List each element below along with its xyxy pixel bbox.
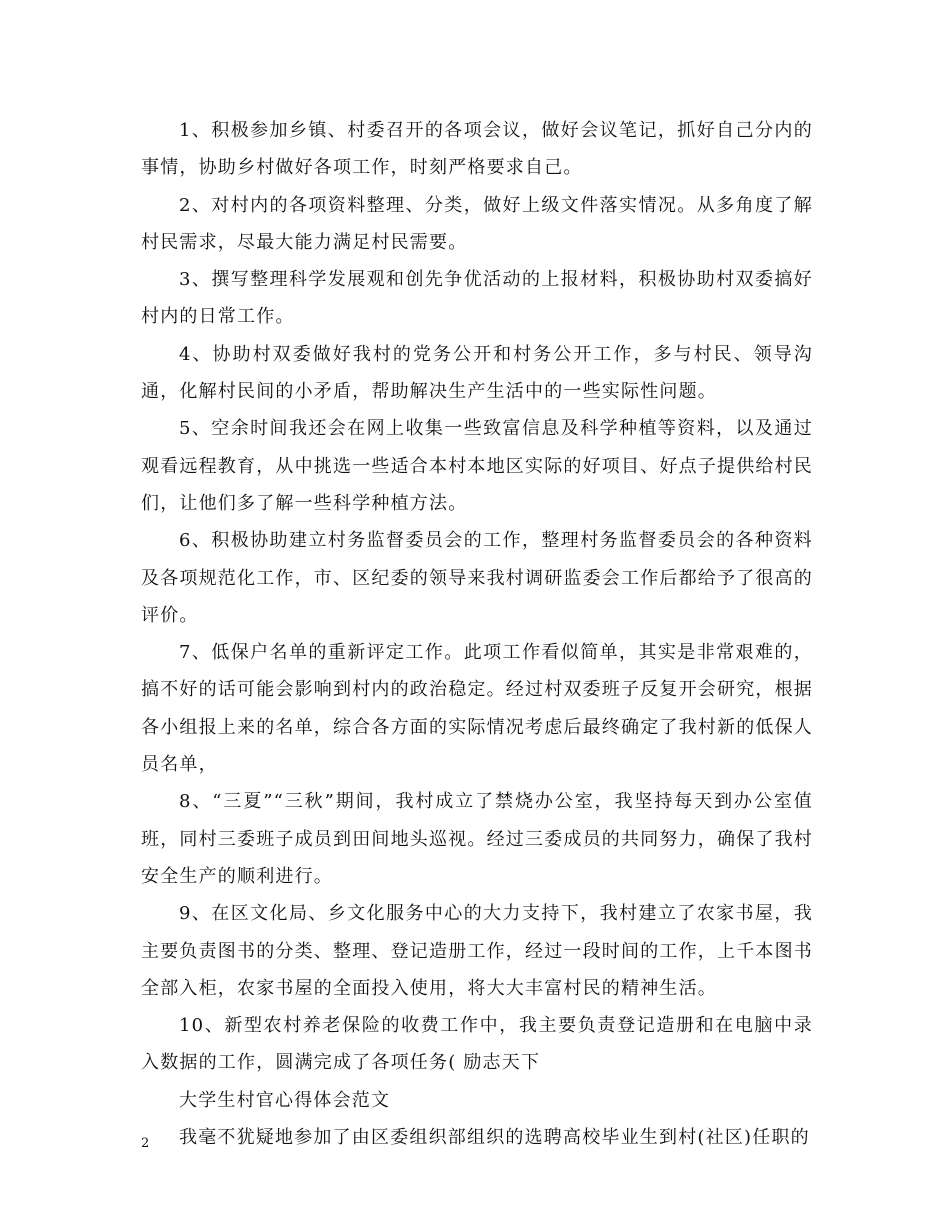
page-number: 2	[141, 1136, 150, 1151]
document-body	[141, 112, 813, 1156]
paragraph-5: 5、空余时间我还会在网上收集一些致富信息及科学种植等资料，以及通过观看远程教育，从中挑选一些适合本村本地区实际的好项目、好点子提供给村民们，让他们多了解一些科学种植方法。	[141, 418, 813, 514]
paragraph-2: 2、对村内的各项资料整理、分类，做好上级文件落实情况。从多角度了解村民需求，尽最大能力满足村民需要。	[141, 194, 813, 253]
section-title: 大学生村官心得体会范文	[179, 1089, 391, 1111]
paragraph-4: 4、协助村双委做好我村的党务公开和村务公开工作，多与村民、领导沟通，化解村民间的小矛盾，帮助解决生产生活中的一些实际性问题。	[141, 343, 813, 403]
paragraph-8: 8、“三夏”“三秋”期间，我村成立了禁烧办公室，我坚持每天到办公室值班，同村三委班子成员到田间地头巡视。经过三委成员的共同努力，确保了我村安全生产的顺利进行。	[141, 791, 813, 887]
paragraph-7: 7、低保户名单的重新评定工作。此项工作看似简单，其实是非常艰难的，搞不好的话可能会影响到村内的政治稳定。经过村双委班子反复开会研究，根据各小组报上来的名单，综合各方面的实际情况考虑后最终确定了我村新的低保人员名单，	[141, 642, 813, 776]
paragraph-3: 3、撰写整理科学发展观和创先争优活动的上报材料，积极协助村双委搞好村内的日常工作。	[141, 269, 813, 328]
paragraph-6: 6、积极协助建立村务监督委员会的工作，整理村务监督委员会的各种资料及各项规范化工作，市、区纪委的领导来我村调研监委会工作后都给予了很高的评价。	[141, 530, 813, 626]
paragraph-10: 10、新型农村养老保险的收费工作中，我主要负责登记造册和在电脑中录入数据的工作，圆满完成了各项任务( 励志天下	[141, 1015, 813, 1074]
paragraph-1: 1、积极参加乡镇、村委召开的各项会议，做好会议笔记，抓好自己分内的事情，协助乡村做好各项工作，时刻严格要求自己。	[141, 120, 813, 179]
paragraph-11: 我毫不犹疑地参加了由区委组织部组织的选聘高校毕业生到村(社区)任职的	[179, 1127, 810, 1149]
paragraph-9: 9、在区文化局、乡文化服务中心的大力支持下，我村建立了农家书屋，我主要负责图书的分类、整理、登记造册工作，经过一段时间的工作，上千本图书全部入柜，农家书屋的全面投入使用，将大大丰富村民的精神生活。	[141, 903, 813, 999]
